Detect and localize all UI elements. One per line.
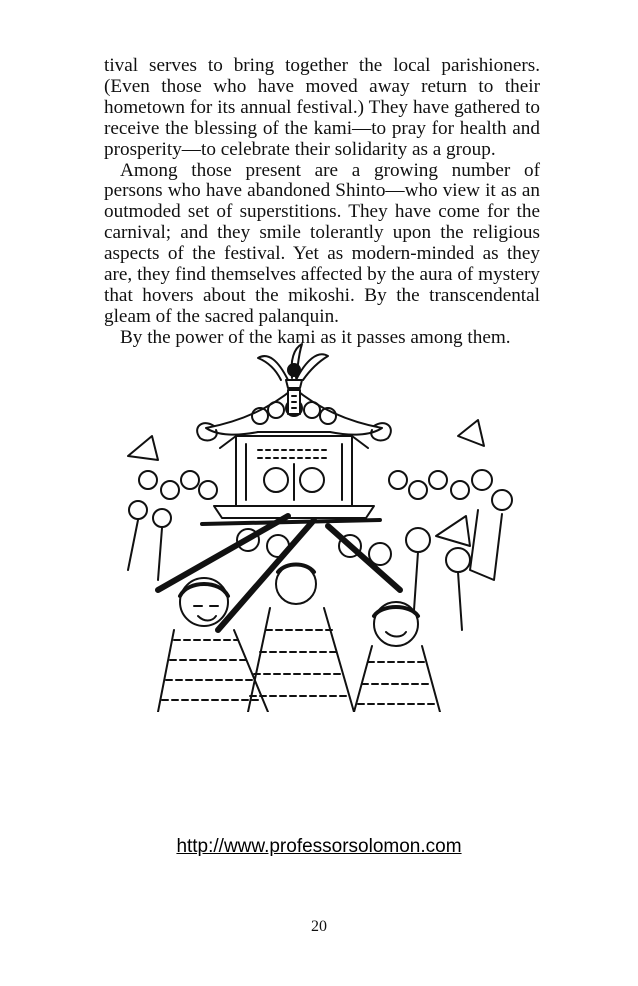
paragraph-1: tival serves to bring together the local parishioners. (Even those who have moved away return to their hometown for its annual festival.) They have gathered to receive the blessing of the kami—to pray for health and prosperity—to celebrate their solidarity as a group. [104,55,540,160]
mikoshi-festival-illustration [118,340,520,712]
paragraph-2: Among those present are a growing number of persons who have abandoned Shinto—who view it as an outmoded set of superstitions. They have come for the carnival; and they smile tolerantly upon the religious aspects of the festival. Yet as modern-minded as they are, they find themselves affected by the aura of mystery that hovers about the mikoshi. By the transcendental gleam of the sacred palanquin. [104,159,540,327]
crowd [128,470,512,630]
website-link[interactable]: http://www.professorsolomon.com [176,836,462,857]
phoenix-finial [258,344,328,388]
paragraph-3: By the power of the kami as it passes among them. [120,326,511,348]
body-text [104,56,540,349]
palanquin-roof [197,388,391,440]
page-number: 20 [311,918,327,935]
palanquin-body [202,436,380,524]
